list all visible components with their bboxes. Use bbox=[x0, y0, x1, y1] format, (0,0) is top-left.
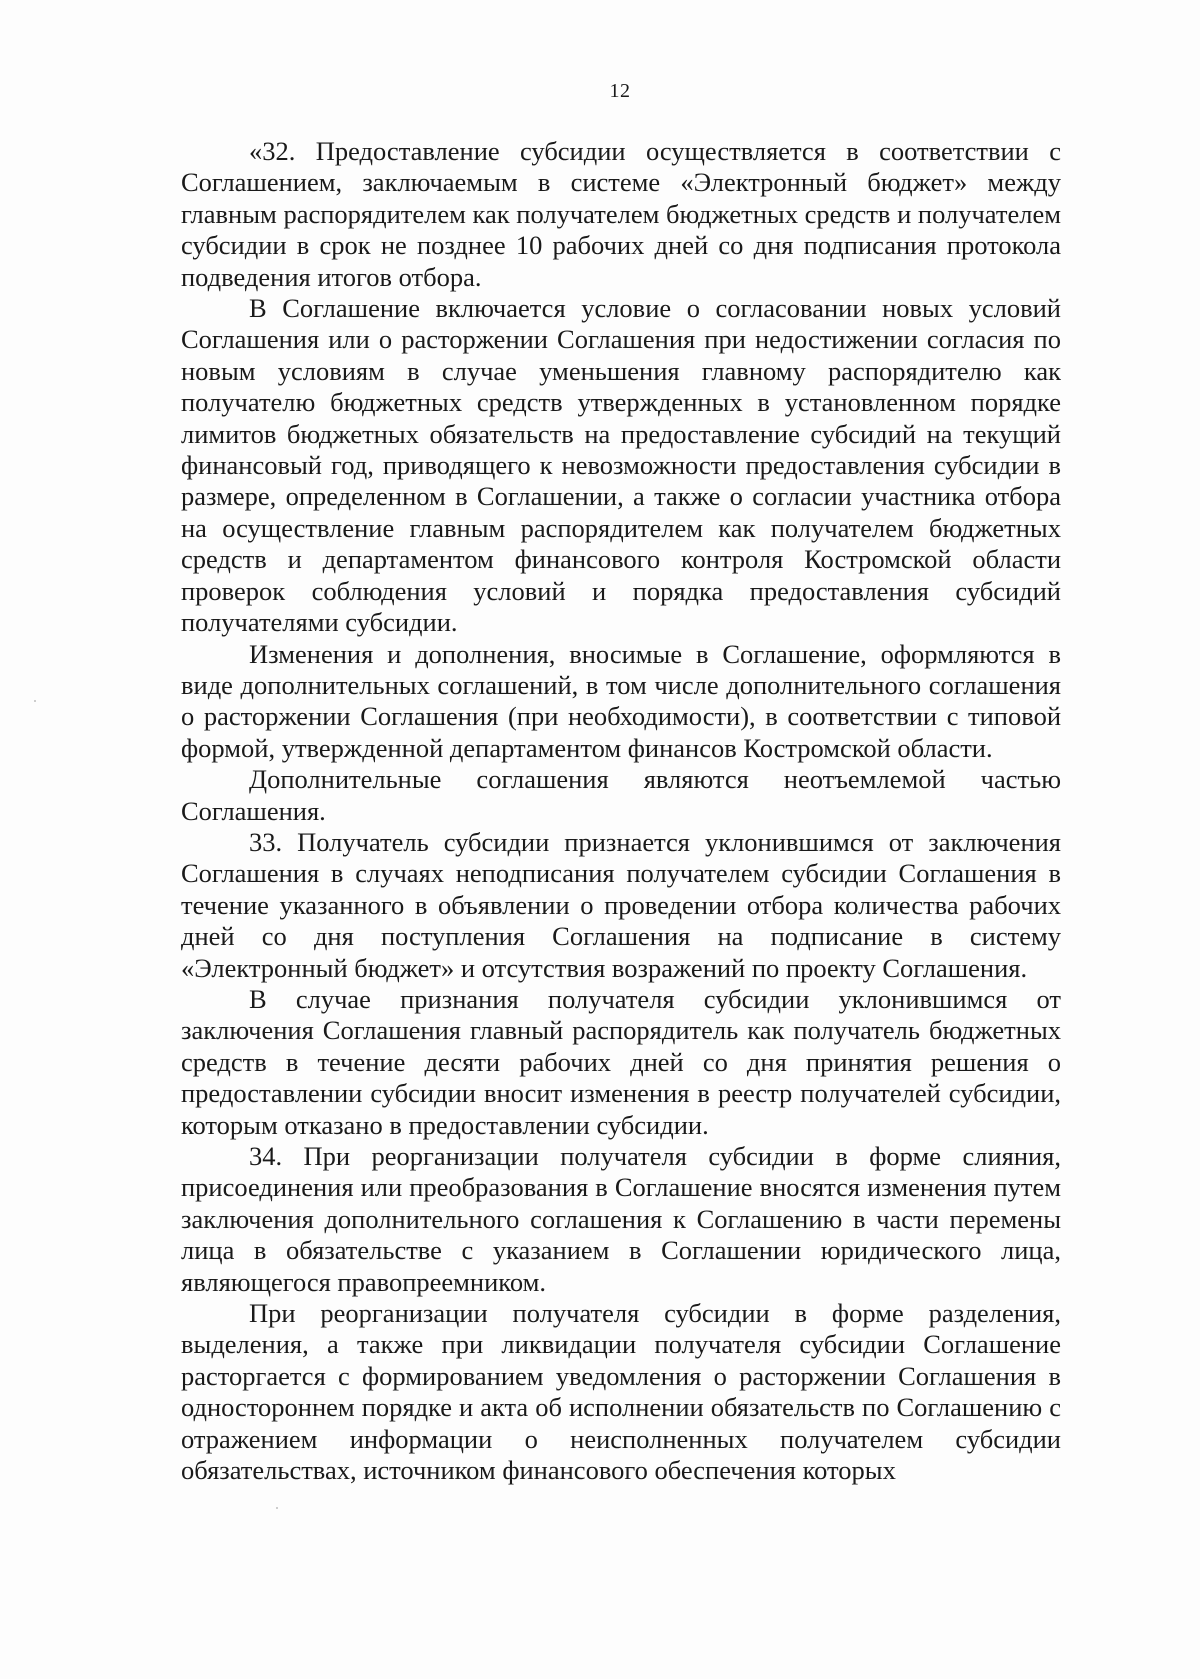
document-body bbox=[181, 136, 1061, 1486]
page-number: 12 bbox=[609, 80, 631, 102]
paragraph-33: 33. Получатель субсидии признается уклонившимся от заключения Соглашения в случаях неподписания получателем субсидии Соглашения в течение указанного в объявлении о проведении отбора количества рабочих дней со дня поступления Соглашения на подписание в систему «Электронный бюджет» и отсутствия возражений по проекту Соглашения. bbox=[181, 826, 1061, 983]
paragraph-reorganization: При реорганизации получателя субсидии в форме разделения, выделения, а также при ликвидации получателя субсидии Соглашение расторгается с формированием уведомления о расторжении Соглашения в одностороннем порядке и акта об исполнении обязательств по Соглашению с отражением информации о неисполненных получателем субсидии обязательствах, источником финансового обеспечения которых bbox=[181, 1298, 1061, 1486]
paragraph-evasion: В случае признания получателя субсидии уклонившимся от заключения Соглашения главный распорядитель как получатель бюджетных средств в течение десяти рабочих дней со дня принятия решения о предоставлении субсидии вносит изменения в реестр получателей субсидии, которым отказано в предоставлении субсидии. bbox=[181, 983, 1061, 1140]
paragraph-amendments: Изменения и дополнения, вносимые в Соглашение, оформляются в виде дополнительных соглашений, в том числе дополнительного соглашения о расторжении Соглашения (при необходимости), в соответствии с типовой формой, утвержденной департаментом финансов Костромской области. bbox=[181, 638, 1061, 763]
paragraph-additional-agreements: Дополнительные соглашения являются неотъемлемой частью Соглашения. bbox=[181, 764, 1061, 826]
scan-speck bbox=[34, 700, 36, 702]
paragraph-32: «32. Предоставление субсидии осуществляется в соответствии с Соглашением, заключаемым в системе «Электронный бюджет» между главным распорядителем как получателем бюджетных средств и получателем субсидии в срок не позднее 10 рабочих дней со дня подписания протокола подведения итогов отбора. bbox=[181, 136, 1061, 292]
scan-speck bbox=[276, 1507, 278, 1509]
paragraph-34: 34. При реорганизации получателя субсидии в форме слияния, присоединения или преобразования в Соглашение вносятся изменения путем заключения дополнительного соглашения к Соглашению в части перемены лица в обязательстве с указанием в Соглашении юридического лица, являющегося правопреемником. bbox=[181, 1141, 1061, 1297]
paragraph-agreement-conditions: В Соглашение включается условие о согласовании новых условий Соглашения или о расторжении Соглашения при недостижении согласия по новым условиям в случае уменьшения главному распорядителю как получателю бюджетных средств утвержденных в установленном порядке лимитов бюджетных обязательств на предоставление субсидий на текущий финансовый год, приводящего к невозможности предоставления субсидии в размере, определенном в Соглашении, а также о согласии участника отбора на осуществление главным распорядителем как получателем бюджетных средств и департаментом финансового контроля Костромской области проверок соблюдения условий и порядка предоставления субсидий получателями субсидии. bbox=[181, 293, 1061, 638]
